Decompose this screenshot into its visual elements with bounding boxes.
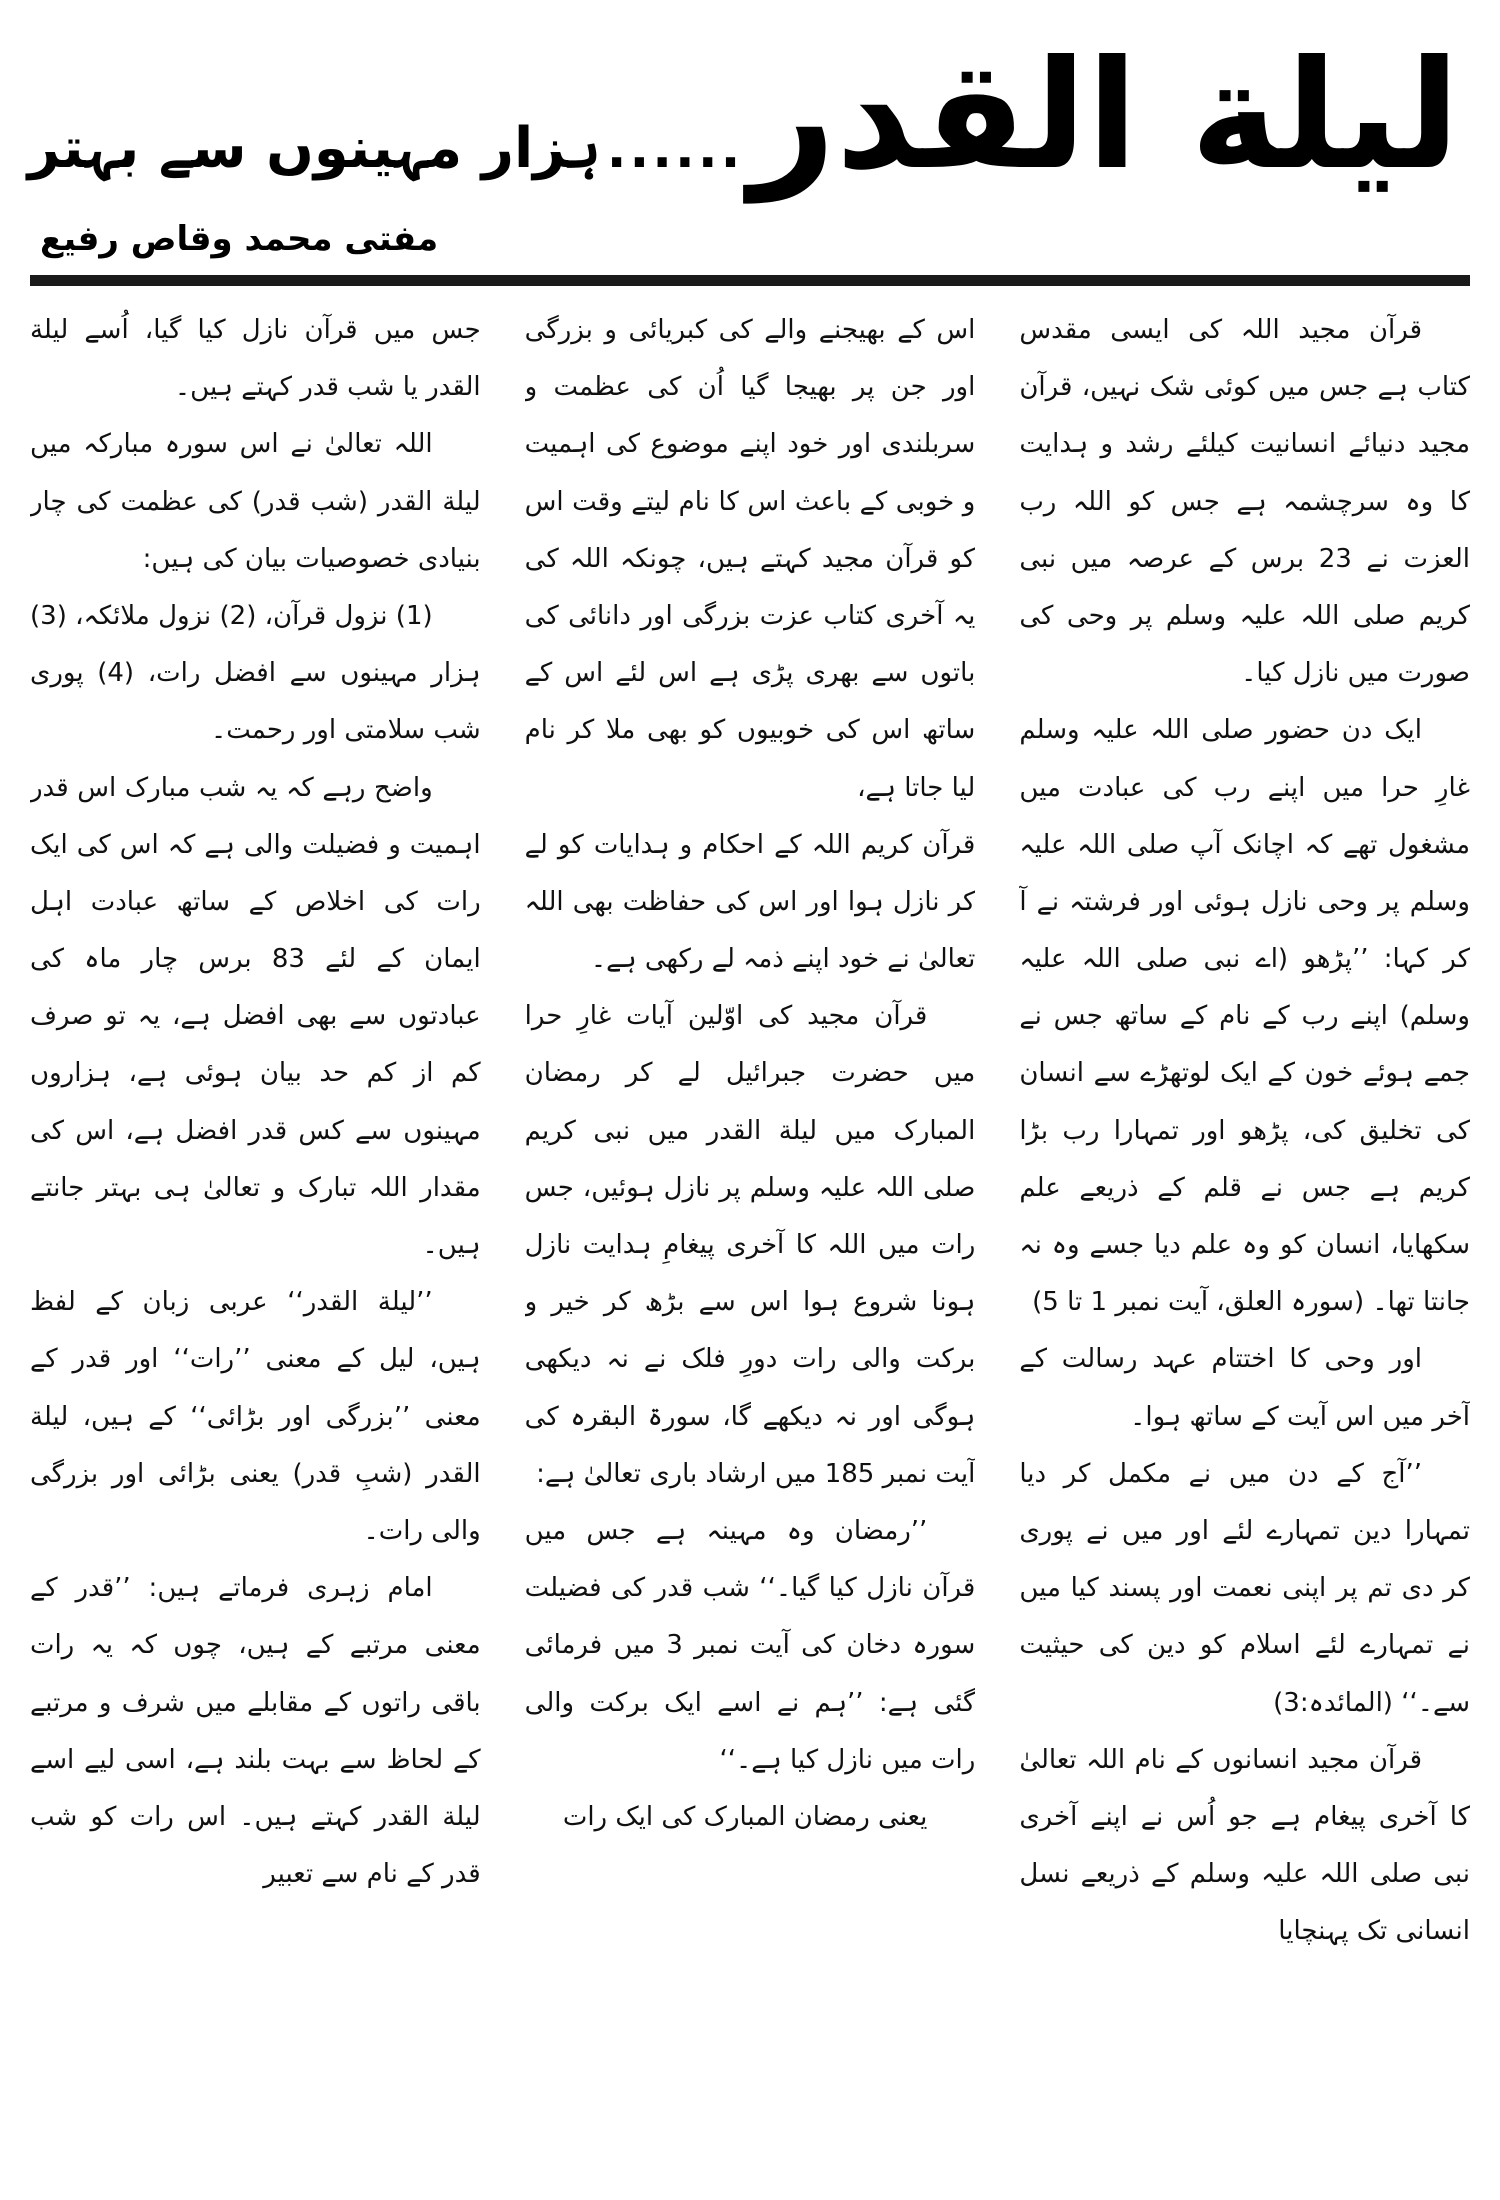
paragraph: اللہ تعالیٰ نے اس سورہ مبارکہ میں لیلة القدر (شب قدر) کی عظمت کی چار بنیادی خصوصیات بیان کی ہیں: bbox=[30, 429, 481, 574]
paragraph: ’’آج کے دن میں نے مکمل کر دیا تمہارا دین تمہارے لئے اور میں نے پوری کر دی تم پر اپنی نعمت اور پسند کیا میں نے تمہارے لئے اسلام کو دین کی حیثیت سے۔‘‘ (المائدہ:3) bbox=[1019, 1458, 1470, 1718]
paragraph: قرآن مجید اللہ کی ایسی مقدس کتاب ہے جس میں کوئی شک نہیں، قرآن مجید دنیائے انسانیت کیلئے رشد و ہدایت کا وہ سرچشمہ ہے جس کو اللہ رب العزت نے 23 برس کے عرصہ میں نبی کریم صلی اللہ علیہ وسلم پر وحی کی صورت میں نازل کیا۔ bbox=[1019, 315, 1470, 689]
paragraph: واضح رہے کہ یہ شب مبارک اس قدر اہمیت و فضیلت والی ہے کہ اس کی ایک رات کی اخلاص کے ساتھ عبادت اہل ایمان کے لئے 83 برس چار ماہ کی عبادتوں سے بھی افضل ہے، یہ تو صرف کم از کم حد بیان ہوئی ہے، ہزاروں مہینوں سے کس قدر افضل ہے، اس کی مقدار اللہ تبارک و تعالیٰ ہی بہتر جانتے ہیں۔ bbox=[30, 772, 481, 1260]
article-title: لیلة القدر bbox=[749, 29, 1460, 203]
paragraph: اس کے بھیجنے والے کی کبریائی و بزرگی اور جن پر بھیجا گیا اُن کی عظمت و سربلندی اور خود اپنے موضوع کی اہمیت و خوبی کے باعث اس کا نام لیتے وقت اس کو قرآن مجید کہتے ہیں، چونکہ اللہ کی یہ آخری کتاب عزت بزرگی اور دانائی کی باتوں سے بھری پڑی ہے اس لئے اس کے ساتھ اس کی خوبیوں کو بھی ملا کر نام لیا جاتا ہے، bbox=[524, 315, 976, 803]
paragraph: ’’رمضان وہ مہینہ ہے جس میں قرآن نازل کیا گیا۔‘‘ شب قدر کی فضیلت سورہ دخان کی آیت نمبر 3 میں فرمائی گئی ہے: ’’ہم نے اسے ایک برکت والی رات میں نازل کیا ہے۔‘‘ bbox=[524, 1515, 976, 1775]
header-divider bbox=[30, 275, 1470, 286]
article-subtitle: ہزار مہینوں سے بہتر bbox=[27, 116, 601, 181]
title-leader-dots: ...... bbox=[606, 120, 744, 180]
article-column-2 bbox=[525, 302, 976, 1997]
paragraph: جس میں قرآن نازل کیا گیا، اُسے لیلة القدر یا شب قدر کہتے ہیں۔ bbox=[30, 315, 481, 403]
article-header bbox=[27, 0, 1470, 203]
paragraph: قرآن کریم اللہ کے احکام و ہدایات کو لے کر نازل ہوا اور اس کی حفاظت بھی اللہ تعالیٰ نے خود اپنے ذمہ لے رکھی ہے۔ bbox=[524, 829, 976, 975]
paragraph: قرآن مجید کی اوّلین آیات غارِ حرا میں حضرت جبرائیل لے کر رمضان المبارک میں لیلة القدر میں نبی کریم صلی اللہ علیہ وسلم پر نازل ہوئیں، جس رات میں اللہ کا آخری پیغامِ ہدایت نازل ہونا شروع ہوا اس سے بڑھ کر خیر و برکت والی رات دورِ فلک نے نہ دیکھی ہوگی اور نہ دیکھے گا، سورۃ البقرہ کی آیت نمبر 185 میں ارشاد باری تعالیٰ ہے: bbox=[524, 1001, 976, 1489]
paragraph: (1) نزول قرآن، (2) نزول ملائکہ، (3) ہزار مہینوں سے افضل رات، (4) پوری شب سلامتی اور رحمت۔ bbox=[30, 600, 481, 746]
paragraph: یعنی رمضان المبارک کی ایک رات bbox=[562, 1801, 928, 1832]
article-column-3 bbox=[30, 302, 481, 1997]
paragraph: اور وحی کا اختتام عہد رسالت کے آخر میں اس آیت کے ساتھ ہوا۔ bbox=[1019, 1344, 1470, 1432]
paragraph: قرآن مجید انسانوں کے نام اللہ تعالیٰ کا آخری پیغام ہے جو اُس نے اپنے آخری نبی صلی اللہ علیہ وسلم کے ذریعے نسل انسانی تک پہنچایا bbox=[1019, 1744, 1470, 1947]
paragraph: ’’لیلة القدر‘‘ عربی زبان کے لفظ ہیں، لیل کے معنی ’’رات‘‘ اور قدر کے معنی ’’بزرگی اور بڑائی‘‘ کے ہیں، لیلة القدر (شبِ قدر) یعنی بڑائی اور بزرگی والی رات۔ bbox=[30, 1287, 481, 1546]
article-body bbox=[30, 302, 1470, 1997]
author-byline: مفتی محمد وقاص رفیع bbox=[40, 219, 439, 259]
paragraph: امام زہری فرماتے ہیں: ’’قدر کے معنی مرتبے کے ہیں، چوں کہ یہ رات باقی راتوں کے مقابلے میں شرف و مرتبے کے لحاظ سے بہت بلند ہے، اسی لیے اسے لیلة القدر کہتے ہیں۔ اس رات کو شب قدر کے نام سے تعبیر bbox=[30, 1573, 481, 1890]
article-column-1 bbox=[1019, 302, 1470, 1997]
paragraph: ایک دن حضور صلی اللہ علیہ وسلم غارِ حرا میں اپنے رب کی عبادت میں مشغول تھے کہ اچانک آپ صلی اللہ علیہ وسلم پر وحی نازل ہوئی اور فرشتہ نے آ کر کہا: ’’پڑھو (اے نبی صلی اللہ علیہ وسلم) اپنے رب کے نام کے ساتھ جس نے جمے ہوئے خون کے ایک لوتھڑے سے انسان کی تخلیق کی، پڑھو اور تمہارا رب بڑا کریم ہے جس نے قلم کے ذریعے علم سکھایا، انسان کو وہ علم دیا جسے وہ نہ جانتا تھا۔ (سورہ العلق، آیت نمبر 1 تا 5) bbox=[1019, 715, 1470, 1318]
